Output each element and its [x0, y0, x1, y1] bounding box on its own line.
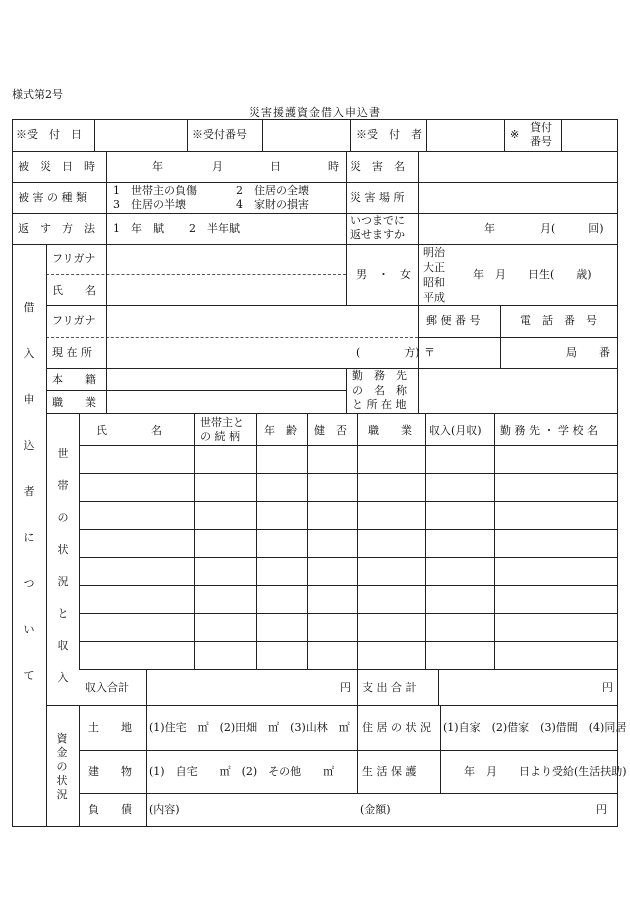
- rule: [418, 368, 419, 413]
- rule: [79, 641, 618, 642]
- rule: [426, 119, 427, 151]
- rule: [12, 213, 618, 214]
- repay-method-label: 返 す 方 法: [18, 222, 95, 235]
- rule: [346, 244, 347, 305]
- era-heisei: 平成: [423, 291, 445, 304]
- disaster-place-label: 災 害 場 所: [350, 191, 405, 204]
- occupation-label: 職 業: [52, 396, 96, 409]
- rule: [256, 413, 257, 669]
- rule: [12, 244, 618, 245]
- rule: [106, 244, 107, 413]
- debt-amount-label: (金額): [360, 803, 391, 816]
- rule: [425, 413, 426, 669]
- furigana-label: フリガナ: [52, 252, 96, 265]
- rule: [12, 182, 618, 183]
- birth-date: 年 月 日生( 歳): [473, 268, 592, 281]
- damage-option-3: 3 住居の半壊: [113, 198, 186, 211]
- rule: [46, 368, 618, 369]
- postal-code-label: 郵 便 番 号: [426, 314, 481, 327]
- day-unit: 日: [270, 160, 281, 173]
- rule: [46, 244, 47, 827]
- workplace-label-2: の 名 称: [352, 384, 407, 397]
- rule: [106, 151, 107, 244]
- name-label: 氏 名: [52, 284, 96, 297]
- rule: [46, 305, 618, 306]
- dashed-rule: [46, 274, 346, 275]
- rule: [418, 337, 618, 338]
- damage-option-4: 4 家財の損害: [236, 198, 309, 211]
- repay-until-label-1: いつまでに: [350, 214, 405, 227]
- rule: [307, 413, 308, 669]
- expense-yen: 円: [602, 681, 613, 694]
- land-label: 土 地: [88, 721, 132, 734]
- rule: [494, 413, 495, 669]
- repay-year-unit: 年: [484, 222, 495, 235]
- debt-yen: 円: [596, 803, 607, 816]
- rule: [561, 119, 562, 151]
- income-total-label: 収入合計: [85, 681, 129, 694]
- col-workplace: 勤 務 先 ・ 学 校 名: [500, 424, 598, 437]
- debt-label: 負 債: [88, 803, 132, 816]
- rule: [79, 750, 618, 751]
- era-showa: 昭和: [423, 276, 445, 289]
- col-relation-2: の 続 柄: [200, 430, 240, 443]
- postal-mark: 〒: [424, 346, 435, 359]
- rule: [79, 793, 618, 794]
- col-health: 健 否: [314, 424, 347, 437]
- rule: [357, 413, 358, 705]
- era-taisho: 大正: [423, 261, 445, 274]
- furigana2-label: フリガナ: [52, 314, 96, 327]
- household-section-label: 世帯の状況と収入: [57, 447, 69, 684]
- welfare-label: 生 活 保 護: [362, 765, 417, 778]
- honseki-label: 本 籍: [52, 373, 96, 386]
- rule: [194, 413, 195, 669]
- rule: [79, 585, 618, 586]
- assets-section-label: 資金の状況: [56, 732, 68, 801]
- disaster-datetime-label: 被 災 日 時: [18, 160, 95, 173]
- rule: [46, 705, 618, 706]
- workplace-label-3: と 所 在 地: [352, 398, 407, 411]
- address-care-of: ( 方): [356, 346, 420, 359]
- receipt-date-label: ※受 付 日: [16, 128, 82, 141]
- rule: [187, 119, 188, 151]
- rule: [346, 151, 347, 244]
- loan-label-line1: 貸付: [530, 121, 552, 134]
- form-number: 様式第2号: [12, 88, 63, 101]
- rule: [79, 557, 618, 558]
- col-relation-1: 世帯主と: [200, 416, 244, 429]
- rule: [346, 368, 347, 413]
- rule: [418, 244, 419, 305]
- rule: [500, 305, 501, 368]
- year-unit: 年: [152, 160, 163, 173]
- col-name: 氏 名: [96, 424, 162, 437]
- rule: [146, 669, 147, 827]
- rule: [12, 151, 618, 152]
- applicant-section-label: 借入申込者について: [23, 301, 35, 682]
- income-yen: 円: [340, 681, 351, 694]
- receipt-number-label: ※受付番号: [192, 128, 247, 141]
- disaster-name-label: 災 害 名: [350, 160, 405, 173]
- land-options: (1)住宅 ㎡ (2)田畑 ㎡ (3)山林 ㎡: [149, 721, 350, 734]
- rule: [350, 119, 351, 151]
- loan-label-line2: 番号: [530, 135, 552, 148]
- housing-status-label: 住 居 の 状 況: [362, 721, 431, 734]
- rule: [46, 390, 346, 391]
- rule: [262, 119, 263, 151]
- repay-option-annual: 1 年 賦: [113, 222, 164, 235]
- month-unit: 月: [212, 160, 223, 173]
- dashed-rule: [46, 337, 418, 338]
- repay-option-semiannual: 2 半年賦: [189, 222, 240, 235]
- rule: [79, 445, 618, 446]
- receipt-person-label: ※受 付 者: [356, 128, 422, 141]
- rule: [79, 529, 618, 530]
- col-occupation: 職 業: [368, 424, 412, 437]
- document-title: 災害援護資金借入申込書: [249, 106, 381, 119]
- building-options: (1) 自宅 ㎡ (2) その他 ㎡: [149, 765, 335, 778]
- rule: [79, 501, 618, 502]
- housing-options: (1)自家 (2)借家 (3)借間 (4)同居: [443, 721, 627, 734]
- rule: [504, 119, 505, 151]
- era-meiji: 明治: [423, 246, 445, 259]
- loan-mark: ※: [510, 128, 520, 141]
- rule: [438, 669, 439, 705]
- welfare-options: 年 月 日より受給(生活扶助): [464, 765, 627, 778]
- col-income: 収入(月収): [429, 424, 482, 437]
- hour-unit: 時: [328, 160, 339, 173]
- repay-month-times: 月( 回): [540, 222, 604, 235]
- rule: [418, 151, 419, 244]
- building-label: 建 物: [88, 765, 132, 778]
- col-age: 年 齢: [264, 424, 297, 437]
- rule: [94, 119, 95, 151]
- address-label: 現 在 所: [52, 346, 92, 359]
- rule: [357, 705, 358, 793]
- repay-until-label-2: 返せますか: [350, 228, 405, 241]
- phone-exchange: 局 番: [566, 346, 610, 359]
- expense-total-label: 支 出 合 計: [362, 681, 417, 694]
- rule: [79, 669, 618, 670]
- rule: [79, 613, 618, 614]
- damage-option-2: 2 住居の全壊: [236, 184, 309, 197]
- phone-label: 電 話 番 号: [520, 314, 597, 327]
- rule: [79, 705, 80, 827]
- workplace-label-1: 勤 務 先: [352, 369, 407, 382]
- debt-content-label: (内容): [149, 803, 180, 816]
- damage-option-1: 1 世帯主の負傷: [113, 184, 197, 197]
- damage-type-label: 被 害 の 種 類: [18, 191, 87, 204]
- rule: [79, 413, 80, 669]
- rule: [46, 413, 618, 414]
- rule: [79, 473, 618, 474]
- rule: [440, 705, 441, 793]
- gender-options: 男 ・ 女: [356, 268, 411, 281]
